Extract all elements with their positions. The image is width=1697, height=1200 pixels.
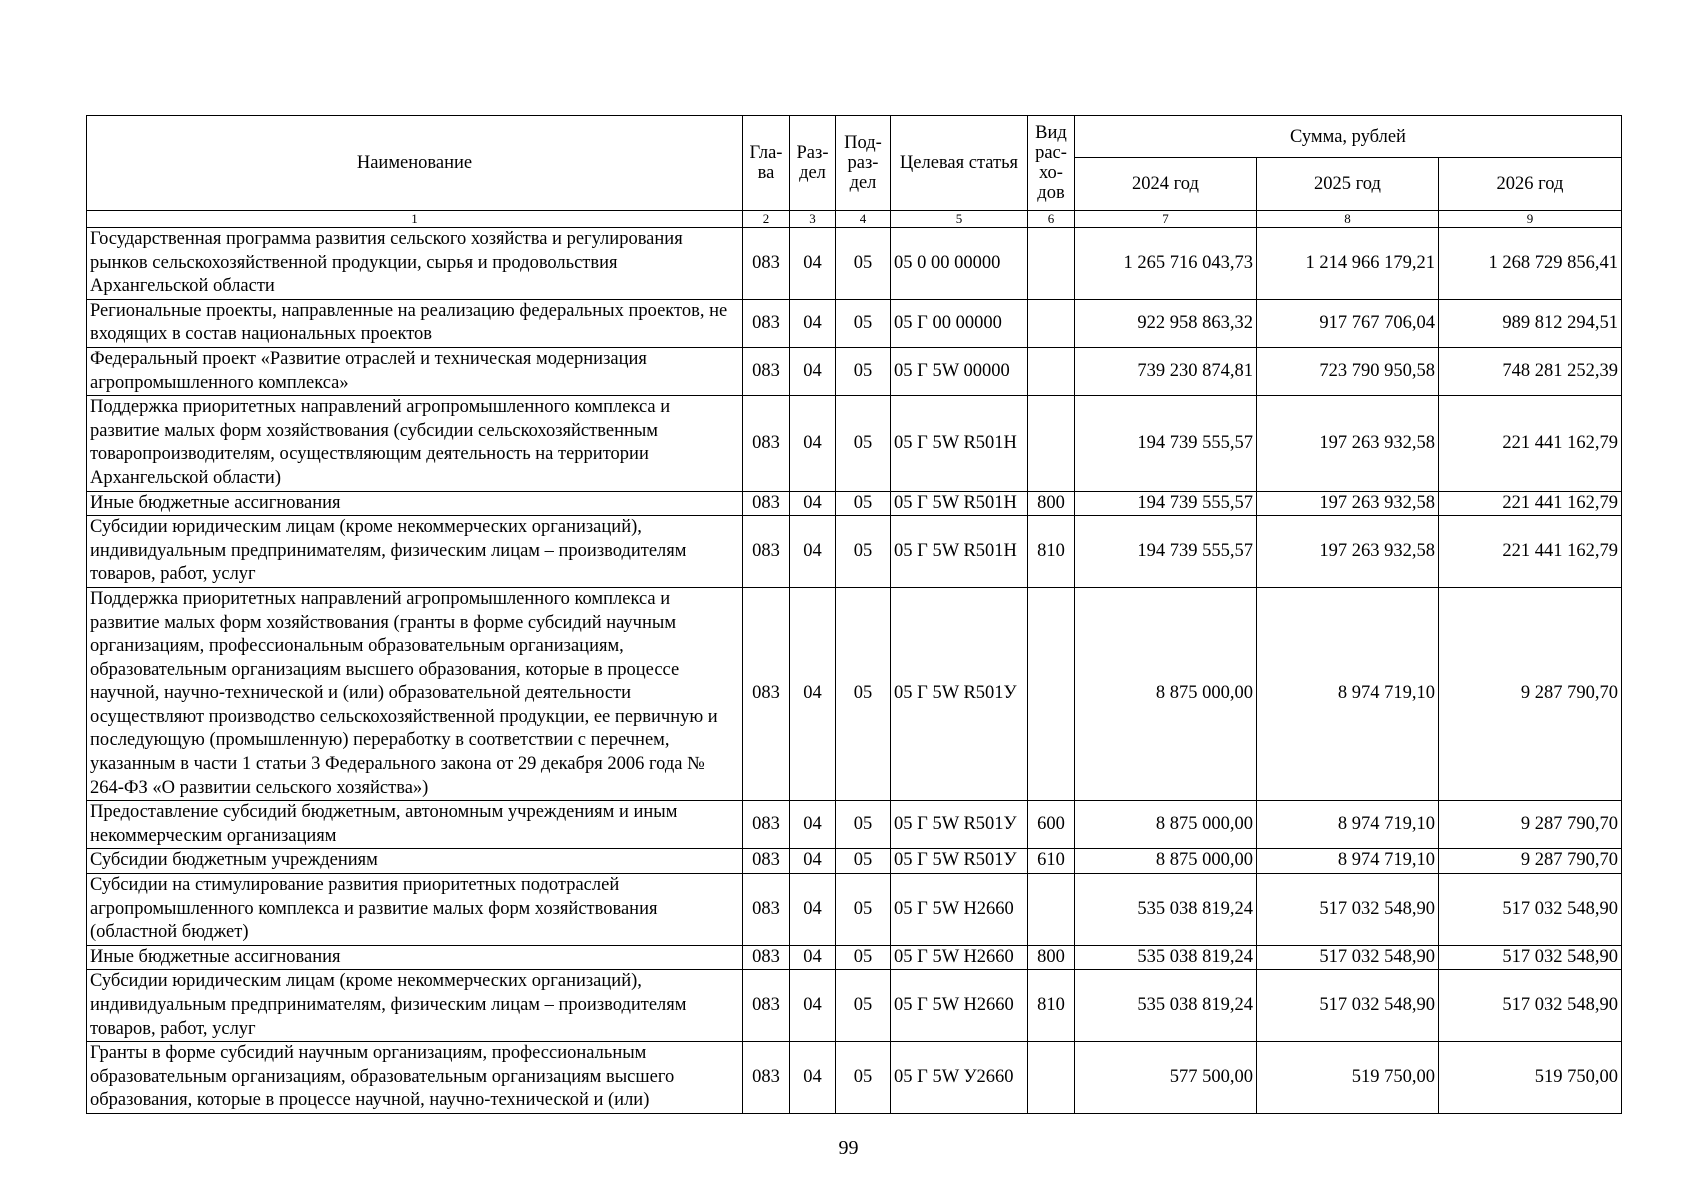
row-target: 05 Г 5W R501У bbox=[891, 587, 1028, 800]
column-number: 2 bbox=[743, 211, 790, 228]
row-vid bbox=[1028, 299, 1075, 347]
column-number: 3 bbox=[790, 211, 836, 228]
row-podrazdel: 05 bbox=[836, 945, 891, 970]
row-amount-2024: 535 038 819,24 bbox=[1075, 970, 1257, 1042]
table-row bbox=[87, 516, 1622, 588]
row-amount-2024: 535 038 819,24 bbox=[1075, 945, 1257, 970]
row-amount-2025: 8 974 719,10 bbox=[1257, 587, 1439, 800]
row-vid: 810 bbox=[1028, 516, 1075, 588]
table-row bbox=[87, 396, 1622, 491]
row-amount-2025: 723 790 950,58 bbox=[1257, 347, 1439, 395]
row-amount-2024: 922 958 863,32 bbox=[1075, 299, 1257, 347]
row-razdel: 04 bbox=[790, 516, 836, 588]
row-razdel: 04 bbox=[790, 1042, 836, 1114]
column-number: 5 bbox=[891, 211, 1028, 228]
row-amount-2025: 8 974 719,10 bbox=[1257, 849, 1439, 874]
row-amount-2024: 8 875 000,00 bbox=[1075, 849, 1257, 874]
row-podrazdel: 05 bbox=[836, 1042, 891, 1114]
table-row bbox=[87, 970, 1622, 1042]
row-name: Поддержка приоритетных направлений агропромышленного комплекса и развитие малых форм хозяйствования (гранты в форме субсидий научным организациям, профессиональным образовательным организациям, образовательным организациям высшего образования, которые в процессе научной, научно-технической и (или) образовательной деятельности осуществляют производство сельскохозяйственной продукции, ее первичную и последующую (промышленную) переработку в соответствии с перечнем, указанным в части 1 статьи 3 Федерального закона от 29 декабря 2006 года № 264-ФЗ «О развитии сельского хозяйства») bbox=[87, 587, 743, 800]
row-name: Федеральный проект «Развитие отраслей и техническая модернизация агропромышленного комплекса» bbox=[87, 347, 743, 395]
row-razdel: 04 bbox=[790, 228, 836, 300]
row-glava: 083 bbox=[743, 945, 790, 970]
row-glava: 083 bbox=[743, 801, 790, 849]
row-amount-2026: 519 750,00 bbox=[1439, 1042, 1622, 1114]
row-name: Иные бюджетные ассигнования bbox=[87, 491, 743, 516]
row-amount-2024: 8 875 000,00 bbox=[1075, 587, 1257, 800]
header-vid: Вид рас-хо-дов bbox=[1028, 116, 1075, 211]
row-amount-2024: 1 265 716 043,73 bbox=[1075, 228, 1257, 300]
row-amount-2025: 517 032 548,90 bbox=[1257, 970, 1439, 1042]
row-name: Субсидии на стимулирование развития приоритетных подотраслей агропромышленного комплекса и развитие малых форм хозяйствования (областной бюджет) bbox=[87, 874, 743, 946]
row-vid bbox=[1028, 347, 1075, 395]
row-amount-2025: 917 767 706,04 bbox=[1257, 299, 1439, 347]
row-target: 05 Г 5W R501Н bbox=[891, 491, 1028, 516]
row-amount-2025: 197 263 932,58 bbox=[1257, 516, 1439, 588]
row-glava: 083 bbox=[743, 970, 790, 1042]
header-sum: Сумма, рублей bbox=[1075, 116, 1622, 158]
row-amount-2024: 194 739 555,57 bbox=[1075, 491, 1257, 516]
table-row bbox=[87, 491, 1622, 516]
row-amount-2026: 9 287 790,70 bbox=[1439, 849, 1622, 874]
row-target: 05 Г 5W Н2660 bbox=[891, 970, 1028, 1042]
row-vid: 800 bbox=[1028, 945, 1075, 970]
row-target: 05 Г 5W R501Н bbox=[891, 396, 1028, 491]
table-body bbox=[87, 228, 1622, 1114]
row-name: Государственная программа развития сельского хозяйства и регулирования рынков сельскохозяйственной продукции, сырья и продовольствия Архангельской области bbox=[87, 228, 743, 300]
column-number: 4 bbox=[836, 211, 891, 228]
row-target: 05 Г 5W 00000 bbox=[891, 347, 1028, 395]
row-name: Субсидии юридическим лицам (кроме некоммерческих организаций), индивидуальным предпринимателям, физическим лицам – производителям товаров, работ, услуг bbox=[87, 970, 743, 1042]
row-vid bbox=[1028, 874, 1075, 946]
row-amount-2024: 194 739 555,57 bbox=[1075, 516, 1257, 588]
row-razdel: 04 bbox=[790, 801, 836, 849]
row-target: 05 0 00 00000 bbox=[891, 228, 1028, 300]
row-vid: 610 bbox=[1028, 849, 1075, 874]
row-razdel: 04 bbox=[790, 299, 836, 347]
page-number: 99 bbox=[838, 1137, 859, 1159]
row-podrazdel: 05 bbox=[836, 587, 891, 800]
row-amount-2025: 517 032 548,90 bbox=[1257, 945, 1439, 970]
column-number-row bbox=[87, 211, 1622, 228]
row-razdel: 04 bbox=[790, 347, 836, 395]
header-glava: Гла-ва bbox=[743, 116, 790, 211]
budget-table bbox=[86, 115, 1622, 1114]
row-vid bbox=[1028, 396, 1075, 491]
table-row bbox=[87, 874, 1622, 946]
column-number: 6 bbox=[1028, 211, 1075, 228]
row-name: Поддержка приоритетных направлений агропромышленного комплекса и развитие малых форм хозяйствования (субсидии сельскохозяйственным товаропроизводителям, осуществляющим деятельность на территории Архангельской области) bbox=[87, 396, 743, 491]
row-target: 05 Г 5W R501Н bbox=[891, 516, 1028, 588]
table-row bbox=[87, 945, 1622, 970]
row-glava: 083 bbox=[743, 849, 790, 874]
row-amount-2026: 1 268 729 856,41 bbox=[1439, 228, 1622, 300]
header-2024: 2024 год bbox=[1075, 158, 1257, 211]
row-amount-2025: 197 263 932,58 bbox=[1257, 491, 1439, 516]
row-podrazdel: 05 bbox=[836, 970, 891, 1042]
row-razdel: 04 bbox=[790, 945, 836, 970]
row-amount-2026: 517 032 548,90 bbox=[1439, 874, 1622, 946]
table-row bbox=[87, 587, 1622, 800]
row-amount-2024: 535 038 819,24 bbox=[1075, 874, 1257, 946]
row-podrazdel: 05 bbox=[836, 491, 891, 516]
row-name: Субсидии бюджетным учреждениям bbox=[87, 849, 743, 874]
row-glava: 083 bbox=[743, 299, 790, 347]
row-target: 05 Г 5W У2660 bbox=[891, 1042, 1028, 1114]
row-glava: 083 bbox=[743, 347, 790, 395]
table-row bbox=[87, 801, 1622, 849]
row-podrazdel: 05 bbox=[836, 516, 891, 588]
column-number: 8 bbox=[1257, 211, 1439, 228]
row-podrazdel: 05 bbox=[836, 347, 891, 395]
row-target: 05 Г 00 00000 bbox=[891, 299, 1028, 347]
row-amount-2024: 194 739 555,57 bbox=[1075, 396, 1257, 491]
row-name: Региональные проекты, направленные на реализацию федеральных проектов, не входящих в состав национальных проектов bbox=[87, 299, 743, 347]
row-vid bbox=[1028, 1042, 1075, 1114]
table-row bbox=[87, 299, 1622, 347]
row-target: 05 Г 5W R501У bbox=[891, 801, 1028, 849]
header-name: Наименование bbox=[87, 116, 743, 211]
row-glava: 083 bbox=[743, 228, 790, 300]
header-target: Целевая статья bbox=[891, 116, 1028, 211]
table-row bbox=[87, 849, 1622, 874]
row-glava: 083 bbox=[743, 491, 790, 516]
row-podrazdel: 05 bbox=[836, 874, 891, 946]
row-amount-2026: 9 287 790,70 bbox=[1439, 801, 1622, 849]
row-amount-2026: 221 441 162,79 bbox=[1439, 516, 1622, 588]
row-amount-2025: 519 750,00 bbox=[1257, 1042, 1439, 1114]
row-razdel: 04 bbox=[790, 849, 836, 874]
row-glava: 083 bbox=[743, 516, 790, 588]
row-vid: 800 bbox=[1028, 491, 1075, 516]
row-amount-2026: 9 287 790,70 bbox=[1439, 587, 1622, 800]
row-amount-2025: 517 032 548,90 bbox=[1257, 874, 1439, 946]
row-amount-2025: 197 263 932,58 bbox=[1257, 396, 1439, 491]
row-glava: 083 bbox=[743, 1042, 790, 1114]
header-podrazdel: Под-раз-дел bbox=[836, 116, 891, 211]
header-2026: 2026 год bbox=[1439, 158, 1622, 211]
row-vid: 600 bbox=[1028, 801, 1075, 849]
column-number: 1 bbox=[87, 211, 743, 228]
row-target: 05 Г 5W Н2660 bbox=[891, 945, 1028, 970]
row-target: 05 Г 5W Н2660 bbox=[891, 874, 1028, 946]
row-name: Иные бюджетные ассигнования bbox=[87, 945, 743, 970]
row-podrazdel: 05 bbox=[836, 849, 891, 874]
column-number: 7 bbox=[1075, 211, 1257, 228]
column-number: 9 bbox=[1439, 211, 1622, 228]
row-podrazdel: 05 bbox=[836, 396, 891, 491]
row-amount-2025: 1 214 966 179,21 bbox=[1257, 228, 1439, 300]
row-podrazdel: 05 bbox=[836, 801, 891, 849]
row-amount-2024: 739 230 874,81 bbox=[1075, 347, 1257, 395]
row-glava: 083 bbox=[743, 396, 790, 491]
row-podrazdel: 05 bbox=[836, 299, 891, 347]
table-row bbox=[87, 1042, 1622, 1114]
row-vid bbox=[1028, 587, 1075, 800]
row-target: 05 Г 5W R501У bbox=[891, 849, 1028, 874]
row-razdel: 04 bbox=[790, 396, 836, 491]
row-amount-2026: 989 812 294,51 bbox=[1439, 299, 1622, 347]
row-vid: 810 bbox=[1028, 970, 1075, 1042]
table-row bbox=[87, 228, 1622, 300]
row-name: Субсидии юридическим лицам (кроме некоммерческих организаций), индивидуальным предпринимателям, физическим лицам – производителям товаров, работ, услуг bbox=[87, 516, 743, 588]
row-amount-2026: 221 441 162,79 bbox=[1439, 396, 1622, 491]
row-glava: 083 bbox=[743, 587, 790, 800]
row-amount-2024: 8 875 000,00 bbox=[1075, 801, 1257, 849]
row-name: Гранты в форме субсидий научным организациям, профессиональным образовательным организациям, образовательным организациям высшего образования, которые в процессе научной, научно-технической и (или) bbox=[87, 1042, 743, 1114]
row-amount-2024: 577 500,00 bbox=[1075, 1042, 1257, 1114]
row-razdel: 04 bbox=[790, 587, 836, 800]
row-amount-2026: 221 441 162,79 bbox=[1439, 491, 1622, 516]
row-amount-2025: 8 974 719,10 bbox=[1257, 801, 1439, 849]
row-glava: 083 bbox=[743, 874, 790, 946]
row-amount-2026: 748 281 252,39 bbox=[1439, 347, 1622, 395]
row-name: Предоставление субсидий бюджетным, автономным учреждениям и иным некоммерческим организациям bbox=[87, 801, 743, 849]
header-razdel: Раз-дел bbox=[790, 116, 836, 211]
row-podrazdel: 05 bbox=[836, 228, 891, 300]
row-vid bbox=[1028, 228, 1075, 300]
row-amount-2026: 517 032 548,90 bbox=[1439, 970, 1622, 1042]
header-2025: 2025 год bbox=[1257, 158, 1439, 211]
row-razdel: 04 bbox=[790, 970, 836, 1042]
table-row bbox=[87, 347, 1622, 395]
row-amount-2026: 517 032 548,90 bbox=[1439, 945, 1622, 970]
row-razdel: 04 bbox=[790, 491, 836, 516]
row-razdel: 04 bbox=[790, 874, 836, 946]
